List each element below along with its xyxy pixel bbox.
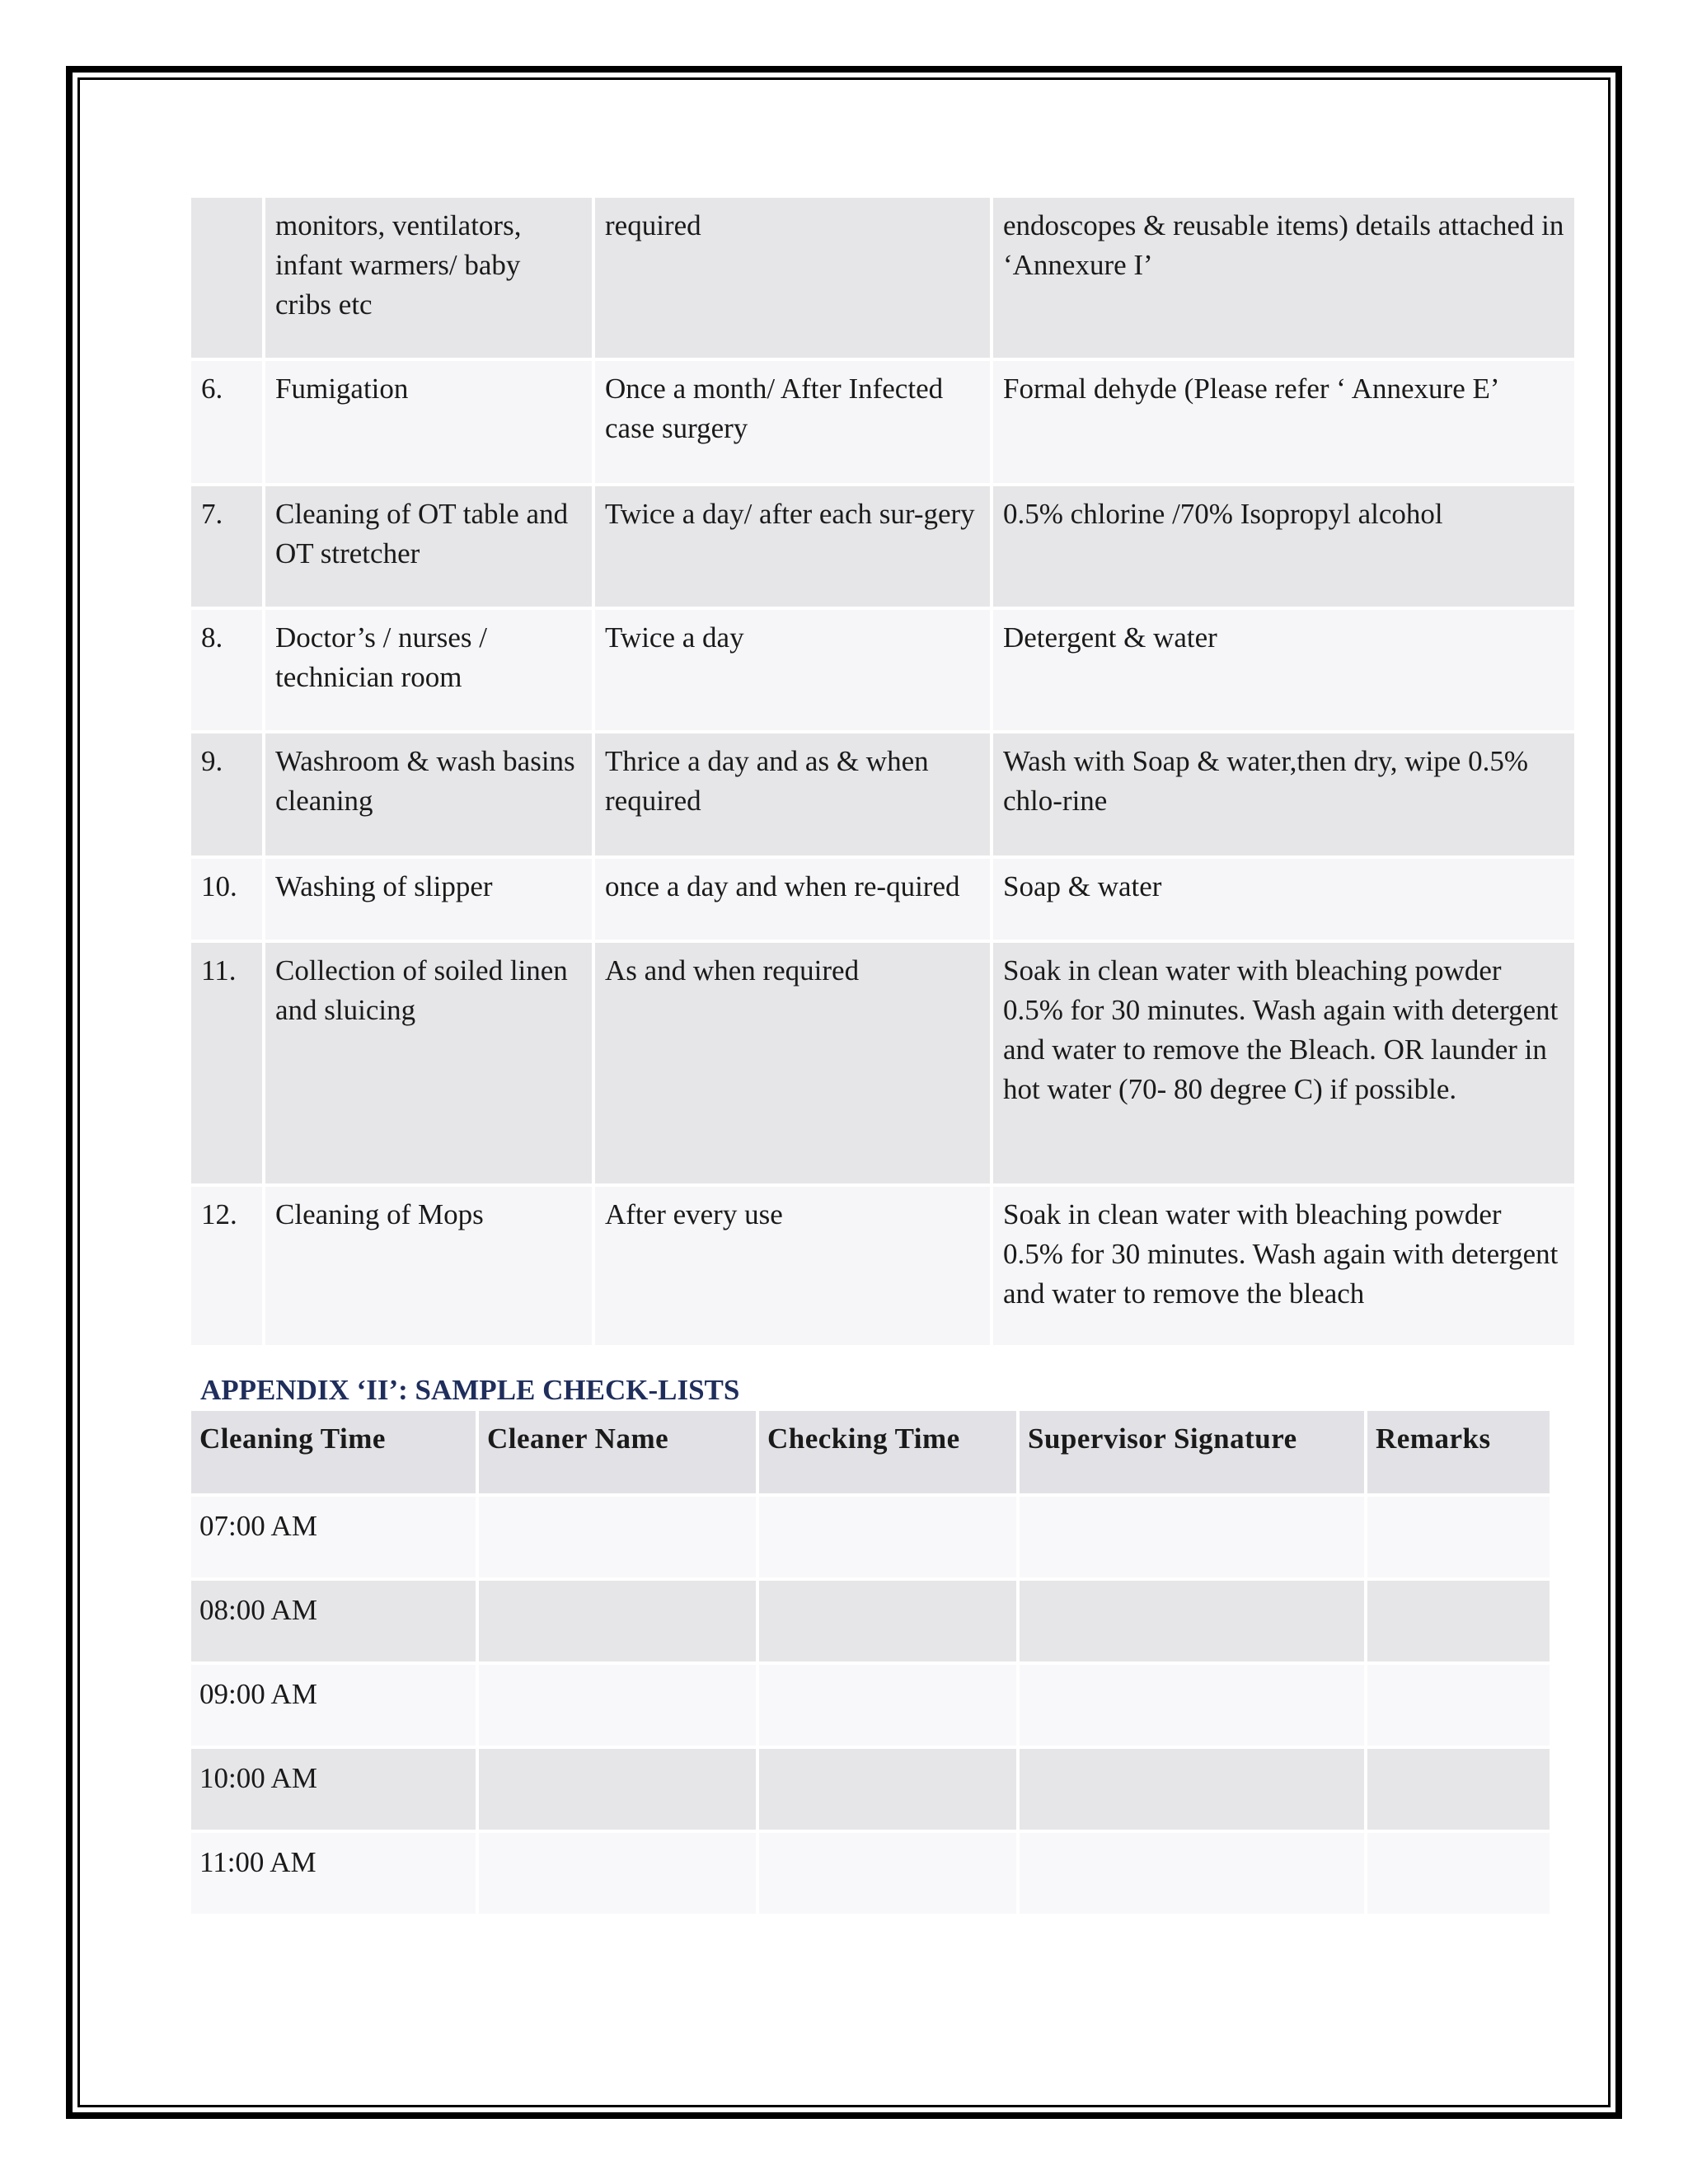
time-cell: 07:00 AM <box>191 1497 479 1581</box>
time-cell: 08:00 AM <box>191 1581 479 1665</box>
supervisor-signature-cell <box>1020 1581 1367 1665</box>
table-row <box>191 361 1578 486</box>
appendix-heading: APPENDIX ‘II’: SAMPLE CHECK-LISTS <box>200 1374 740 1406</box>
time-cell: 11:00 AM <box>191 1833 479 1917</box>
row-number: 12. <box>191 1187 265 1348</box>
supervisor-signature-cell <box>1020 1497 1367 1581</box>
remarks-cell <box>1367 1665 1553 1749</box>
remarks-cell <box>1367 1749 1553 1833</box>
frequency-cell: once a day and when re-quired <box>595 859 993 943</box>
area-cell: Washing of slipper <box>265 859 595 943</box>
supervisor-signature-cell <box>1020 1833 1367 1917</box>
frequency-cell: Once a month/ After Infected case surgery <box>595 361 993 486</box>
method-cell: 0.5% chlorine /70% Isopropyl alcohol <box>993 486 1578 610</box>
checking-time-cell <box>759 1665 1020 1749</box>
frequency-cell: Twice a day <box>595 610 993 733</box>
sample-checklist-table <box>191 1411 1553 1917</box>
row-number: 8. <box>191 610 265 733</box>
table-row <box>191 1581 1553 1665</box>
row-number: 10. <box>191 859 265 943</box>
remarks-cell <box>1367 1497 1553 1581</box>
table-row <box>191 859 1578 943</box>
supervisor-signature-cell <box>1020 1749 1367 1833</box>
time-cell: 09:00 AM <box>191 1665 479 1749</box>
remarks-cell <box>1367 1833 1553 1917</box>
header-cleaner-name: Cleaner Name <box>479 1411 759 1497</box>
cleaner-name-cell <box>479 1497 759 1581</box>
table-row <box>191 198 1578 361</box>
table-row <box>191 733 1578 859</box>
method-cell: Detergent & water <box>993 610 1578 733</box>
remarks-cell <box>1367 1581 1553 1665</box>
area-cell: Cleaning of Mops <box>265 1187 595 1348</box>
table-row <box>191 1497 1553 1581</box>
supervisor-signature-cell <box>1020 1665 1367 1749</box>
row-number: 6. <box>191 361 265 486</box>
table-row <box>191 1833 1553 1917</box>
area-cell: Fumigation <box>265 361 595 486</box>
method-cell: Wash with Soap & water,then dry, wipe 0.5% chlo-rine <box>993 733 1578 859</box>
header-supervisor-signature: Supervisor Signature <box>1020 1411 1367 1497</box>
table-row <box>191 610 1578 733</box>
cleaner-name-cell <box>479 1665 759 1749</box>
row-number: 7. <box>191 486 265 610</box>
area-cell: Cleaning of OT table and OT stretcher <box>265 486 595 610</box>
cleaner-name-cell <box>479 1833 759 1917</box>
frequency-cell: Thrice a day and as & when required <box>595 733 993 859</box>
table-row <box>191 1187 1578 1348</box>
checking-time-cell <box>759 1581 1020 1665</box>
area-cell: Collection of soiled linen and sluicing <box>265 943 595 1187</box>
cleaner-name-cell <box>479 1749 759 1833</box>
row-number <box>191 198 265 361</box>
area-cell: Washroom & wash basins cleaning <box>265 733 595 859</box>
area-cell: Doctor’s / nurses / technician room <box>265 610 595 733</box>
method-cell: Formal dehyde (Please refer ‘ Annexure E’ <box>993 361 1578 486</box>
cleaner-name-cell <box>479 1581 759 1665</box>
checklist-header-row <box>191 1411 1553 1497</box>
header-remarks: Remarks <box>1367 1411 1553 1497</box>
row-number: 9. <box>191 733 265 859</box>
table-row <box>191 1665 1553 1749</box>
table-row <box>191 943 1578 1187</box>
method-cell: Soak in clean water with bleaching powder 0.5% for 30 minutes. Wash again with detergent and water to remove the Bleach. OR launder in hot water (70- 80 degree C) if possible. <box>993 943 1578 1187</box>
time-cell: 10:00 AM <box>191 1749 479 1833</box>
frequency-cell: required <box>595 198 993 361</box>
row-number: 11. <box>191 943 265 1187</box>
method-cell: Soak in clean water with bleaching powder 0.5% for 30 minutes. Wash again with detergent and water to remove the bleach <box>993 1187 1578 1348</box>
method-cell: endoscopes & reusable items) details attached in ‘Annexure I’ <box>993 198 1578 361</box>
header-checking-time: Checking Time <box>759 1411 1020 1497</box>
table-row <box>191 486 1578 610</box>
area-cell: monitors, ventilators, infant warmers/ baby cribs etc <box>265 198 595 361</box>
checking-time-cell <box>759 1749 1020 1833</box>
method-cell: Soap & water <box>993 859 1578 943</box>
header-cleaning-time: Cleaning Time <box>191 1411 479 1497</box>
frequency-cell: Twice a day/ after each sur-gery <box>595 486 993 610</box>
checking-time-cell <box>759 1497 1020 1581</box>
checking-time-cell <box>759 1833 1020 1917</box>
table-row <box>191 1749 1553 1833</box>
cleaning-procedures-table <box>191 198 1578 1348</box>
frequency-cell: As and when required <box>595 943 993 1187</box>
frequency-cell: After every use <box>595 1187 993 1348</box>
